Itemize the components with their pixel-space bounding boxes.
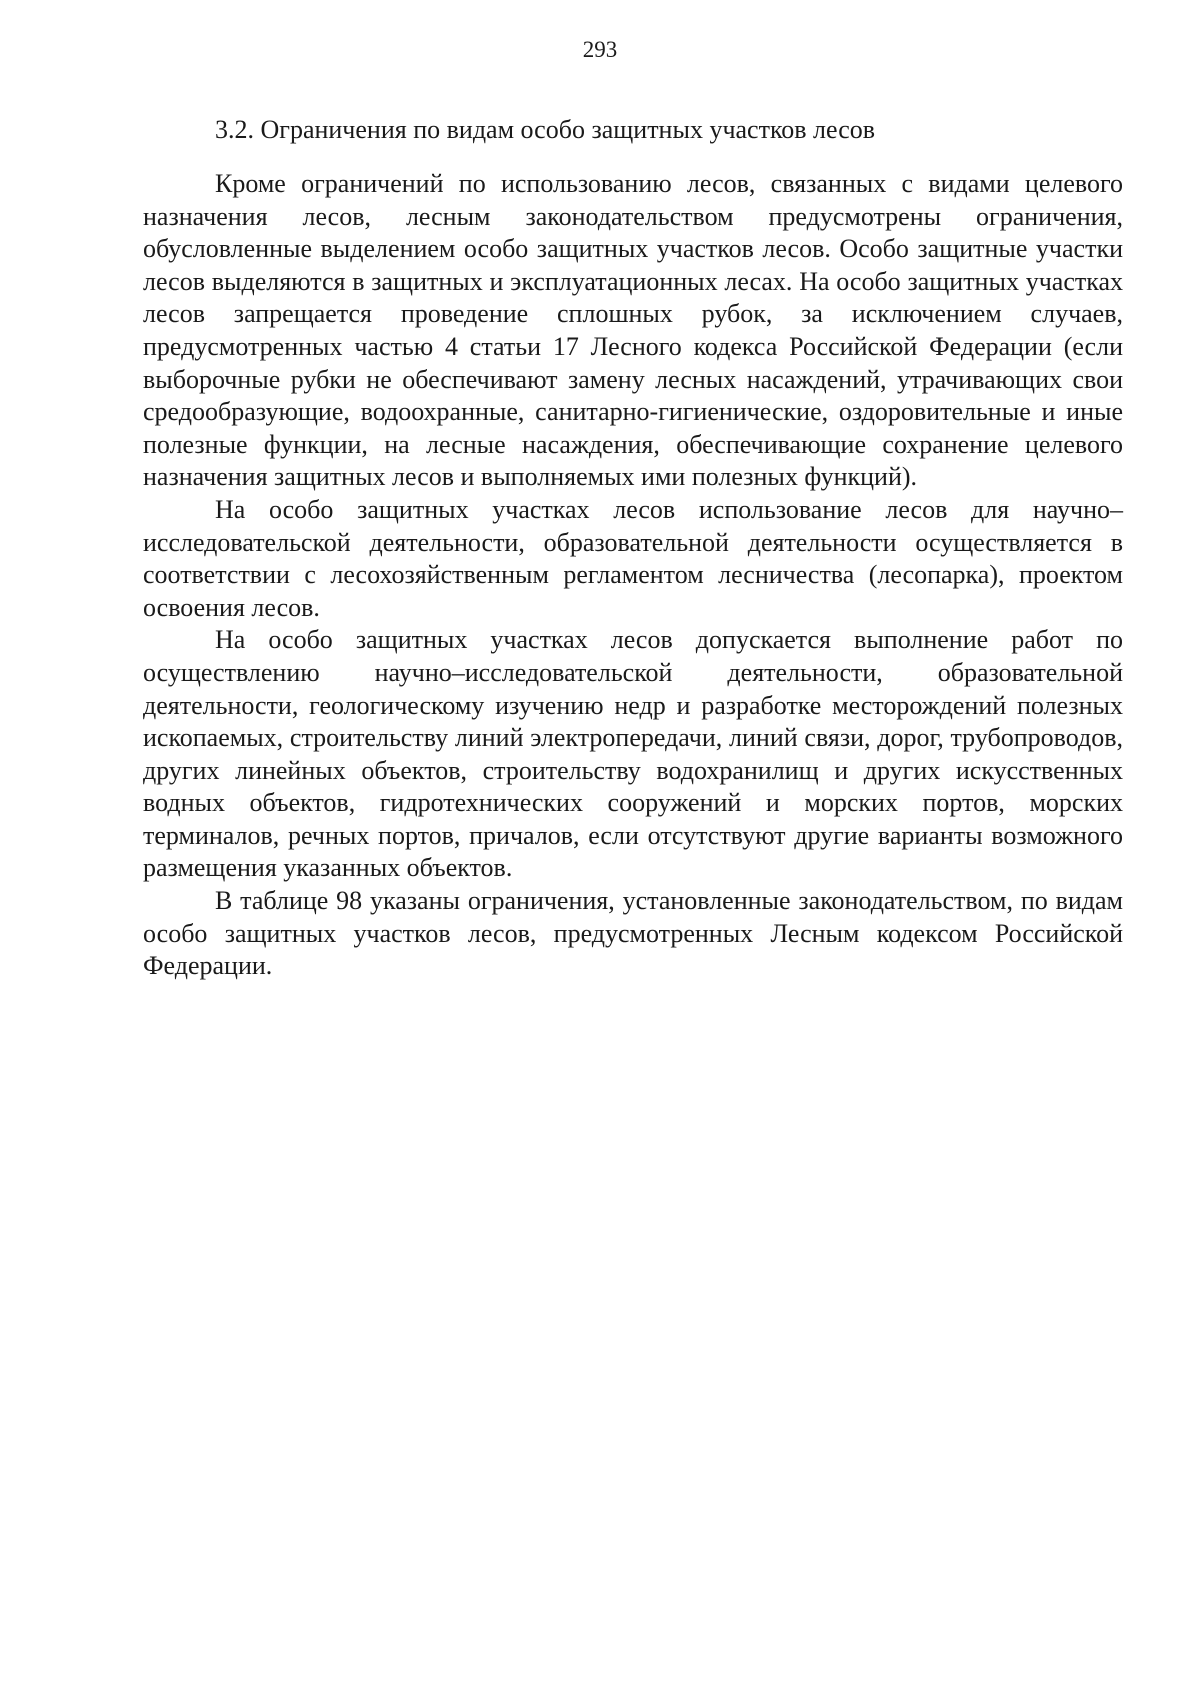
section-heading: 3.2. Ограничения по видам особо защитных участков лесов bbox=[215, 115, 876, 144]
paragraph-1: Кроме ограничений по использованию лесов, связанных с видами целевого назначения лесов, лесным законодательством предусмотрены ограничения, обусловленные выделением особо защитных участков лесов. Особо защитные участки лесов выделяются в защитных и эксплуатационных лесах. На особо защитных участках лесов запрещается проведение сплошных рубок, за исключением случаев, предусмотренных частью 4 статьи 17 Лесного кодекса Российской Федерации (если выборочные рубки не обеспечивают замену лесных насаждений, утрачивающих свои средообразующие, водоохранные, санитарно-гигиенические, оздоровительные и иные полезные функции, на лесные насаждения, обеспечивающие сохранение целевого назначения защитных лесов и выполняемых ими полезных функций). bbox=[143, 169, 1123, 492]
paragraph-4: В таблице 98 указаны ограничения, установленные законодательством, по видам особо защитных участков лесов, предусмотренных Лесным кодексом Российской Федерации. bbox=[143, 886, 1123, 981]
paragraph-3: На особо защитных участках лесов допускается выполнение работ по осуществлению научно–исследовательской деятельности, образовательной деятельности, геологическому изучению недр и разработке месторождений полезных ископаемых, строительству линий электропередачи, линий связи, дорог, трубопроводов, других линейных объектов, строительству водохранилищ и других искусственных водных объектов, гидротехнических сооружений и морских портов, морских терминалов, речных портов, причалов, если отсутствуют другие варианты возможного размещения указанных объектов. bbox=[143, 625, 1123, 883]
paragraph-2: На особо защитных участках лесов использование лесов для научно–исследовательской деятельности, образовательной деятельности осуществляется в соответствии с лесохозяйственным регламентом лесничества (лесопарка), проектом освоения лесов. bbox=[143, 494, 1123, 622]
body-text bbox=[143, 168, 1123, 983]
page-number: 293 bbox=[582, 37, 618, 62]
